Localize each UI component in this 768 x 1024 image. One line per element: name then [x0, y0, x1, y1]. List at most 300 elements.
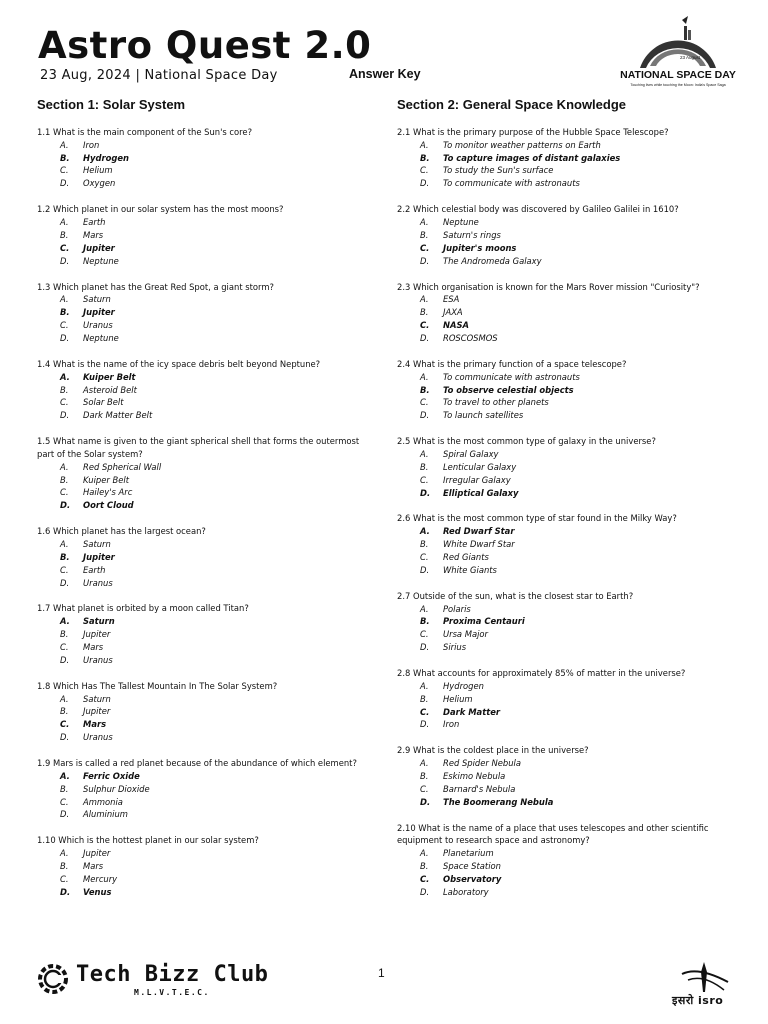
- option-text: Mars: [83, 641, 104, 652]
- question-block: [397, 358, 737, 435]
- option-text: Asteroid Belt: [83, 384, 137, 395]
- question-text: 1.8 Which Has The Tallest Mountain In The Solar System?: [37, 680, 278, 691]
- option: [37, 139, 377, 152]
- option-letter: D.: [420, 178, 430, 189]
- rocket-icon: [668, 960, 738, 994]
- option-letter: C.: [60, 641, 69, 652]
- option-text: Iron: [83, 139, 100, 150]
- question-block: [37, 435, 377, 525]
- option-letter: B.: [60, 783, 69, 794]
- option-text: To monitor weather patterns on Earth: [443, 139, 601, 150]
- option: [37, 847, 377, 860]
- option-letter: A.: [420, 371, 429, 382]
- question-block: [397, 590, 737, 667]
- option-text: Hydrogen: [443, 680, 484, 691]
- option-letter: C.: [60, 796, 69, 807]
- option-letter: D.: [420, 642, 430, 653]
- option-text: Saturn: [83, 616, 115, 627]
- option: [37, 731, 377, 744]
- option-text: Solar Belt: [83, 397, 124, 408]
- option-letter: B.: [60, 474, 69, 485]
- option-letter: B.: [60, 229, 69, 240]
- option-text: Saturn: [83, 294, 111, 305]
- page-number: 1: [378, 966, 385, 980]
- option-letter: A.: [60, 371, 70, 382]
- option-letter: D.: [60, 654, 70, 665]
- option-letter: D.: [60, 577, 70, 588]
- section-title: Section 2: General Space Knowledge: [397, 97, 627, 112]
- isro-logo: [668, 960, 738, 1010]
- option: [397, 255, 737, 268]
- option-letter: A.: [60, 294, 69, 305]
- option: [397, 886, 737, 899]
- option-letter: B.: [420, 384, 430, 395]
- page-title: Astro Quest 2.0: [38, 24, 372, 67]
- question-text: 1.5 What name is given to the giant spherical shell that forms the outermost part of the Solar system?: [37, 436, 360, 459]
- option-text: Jupiter's moons: [443, 242, 517, 253]
- option: [397, 718, 737, 731]
- option: [397, 448, 737, 461]
- option-letter: B.: [420, 861, 429, 872]
- option-letter: C.: [60, 320, 69, 331]
- option: [397, 847, 737, 860]
- option-text: Planetarium: [443, 848, 494, 859]
- option-letter: C.: [420, 320, 430, 331]
- option: [397, 641, 737, 654]
- option-letter: B.: [420, 616, 430, 627]
- option-letter: A.: [420, 603, 429, 614]
- option-text: Dark Matter Belt: [83, 410, 153, 421]
- option-text: To observe celestial objects: [443, 384, 574, 395]
- question-block: [397, 281, 737, 358]
- question-block: [37, 525, 377, 602]
- option-letter: D.: [60, 178, 70, 189]
- option: [37, 229, 377, 242]
- option-letter: D.: [60, 500, 71, 511]
- option-letter: C.: [420, 873, 430, 884]
- isro-wordmark: इसरो isro: [672, 994, 724, 1007]
- section-2-column: [397, 96, 737, 912]
- option-letter: B.: [60, 551, 70, 562]
- option-letter: B.: [60, 384, 69, 395]
- option-letter: B.: [60, 629, 69, 640]
- question-block: [397, 203, 737, 280]
- option: [37, 873, 377, 886]
- question-block: [37, 834, 377, 911]
- option-text: Jupiter: [83, 242, 115, 253]
- option-text: White Giants: [443, 564, 497, 575]
- correct-option: [37, 886, 377, 899]
- option-text: Red Dwarf Star: [443, 526, 515, 537]
- option-text: Jupiter: [83, 706, 111, 717]
- correct-option: [397, 152, 737, 165]
- question-text: 2.3 Which organisation is known for the Mars Rover mission "Curiosity"?: [397, 281, 700, 292]
- option-text: Jupiter: [83, 629, 111, 640]
- option-text: Uranus: [83, 732, 113, 743]
- option-letter: D.: [60, 886, 71, 897]
- moon-arc-icon: [636, 14, 720, 70]
- option-letter: B.: [420, 693, 429, 704]
- option-letter: C.: [420, 551, 429, 562]
- option-text: ESA: [443, 294, 460, 305]
- option: [37, 461, 377, 474]
- question-text: 2.8 What accounts for approximately 85% of matter in the universe?: [397, 668, 686, 679]
- option: [397, 474, 737, 487]
- option-letter: A.: [60, 693, 69, 704]
- option-letter: A.: [420, 848, 429, 859]
- option-text: To communicate with astronauts: [443, 371, 580, 382]
- correct-option: [37, 499, 377, 512]
- option: [397, 229, 737, 242]
- option-letter: B.: [420, 229, 429, 240]
- option-letter: A.: [60, 461, 69, 472]
- option: [397, 139, 737, 152]
- correct-option: [397, 873, 737, 886]
- option-text: Eskimo Nebula: [443, 771, 506, 782]
- option-text: Oxygen: [83, 178, 116, 189]
- option: [37, 654, 377, 667]
- option: [397, 306, 737, 319]
- question-block: [37, 203, 377, 280]
- correct-option: [397, 796, 737, 809]
- event-date-subtitle: 23 Aug, 2024 | National Space Day: [40, 68, 278, 83]
- option-text: Saturn: [83, 538, 111, 549]
- question-block: [397, 744, 737, 821]
- option: [397, 538, 737, 551]
- option-text: Uranus: [83, 577, 113, 588]
- option-letter: D.: [60, 410, 70, 421]
- correct-option: [397, 525, 737, 538]
- option: [397, 783, 737, 796]
- question-text: 2.1 What is the primary purpose of the Hubble Space Telescope?: [397, 127, 669, 137]
- option-letter: A.: [60, 616, 70, 627]
- option-letter: A.: [420, 448, 429, 459]
- option-text: Polaris: [443, 603, 471, 614]
- option: [397, 628, 737, 641]
- option-text: Iron: [443, 719, 460, 730]
- option: [37, 474, 377, 487]
- option: [37, 486, 377, 499]
- option-letter: C.: [60, 487, 69, 498]
- option-text: Laboratory: [443, 886, 489, 897]
- option-letter: B.: [60, 706, 69, 717]
- option-letter: C.: [420, 242, 430, 253]
- option-letter: C.: [60, 242, 70, 253]
- option-letter: C.: [420, 474, 429, 485]
- option-letter: B.: [420, 461, 429, 472]
- option: [397, 396, 737, 409]
- logo-title: NATIONAL SPACE DAY: [620, 69, 736, 81]
- option: [397, 564, 737, 577]
- option-text: The Boomerang Nebula: [443, 796, 554, 807]
- option-text: Saturn's rings: [443, 229, 501, 240]
- option-text: Red Spherical Wall: [83, 461, 162, 472]
- option-text: To travel to other planets: [443, 397, 549, 408]
- option-text: Jupiter: [83, 307, 115, 318]
- option: [37, 384, 377, 397]
- option-text: Dark Matter: [443, 706, 501, 717]
- option-letter: A.: [60, 217, 69, 228]
- option-text: Irregular Galaxy: [443, 474, 511, 485]
- option-text: Elliptical Galaxy: [443, 487, 519, 498]
- option-text: The Andromeda Galaxy: [443, 255, 542, 266]
- option-text: Earth: [83, 564, 106, 575]
- option-text: Neptune: [83, 255, 119, 266]
- question-block: [397, 435, 737, 512]
- option-text: Earth: [83, 217, 106, 228]
- option-letter: C.: [420, 397, 429, 408]
- option-text: Mars: [83, 861, 104, 872]
- correct-option: [397, 242, 737, 255]
- correct-option: [37, 242, 377, 255]
- option: [397, 693, 737, 706]
- option: [37, 641, 377, 654]
- option: [397, 332, 737, 345]
- option-letter: C.: [60, 165, 69, 176]
- option: [37, 860, 377, 873]
- logo-date: 23 August: [680, 55, 701, 60]
- option-text: Mars: [83, 229, 104, 240]
- question-text: 1.1 What is the main component of the Sun's core?: [37, 127, 253, 137]
- question-text: 1.9 Mars is called a red planet because of the abundance of which element?: [37, 758, 357, 769]
- option: [37, 705, 377, 718]
- question-block: [37, 757, 377, 834]
- option: [37, 319, 377, 332]
- option-text: Red Giants: [443, 551, 489, 562]
- option: [37, 538, 377, 551]
- option: [37, 796, 377, 809]
- option-text: Helium: [443, 693, 473, 704]
- option-letter: C.: [60, 397, 69, 408]
- gear-icon: [36, 962, 70, 996]
- question-block: [397, 667, 737, 744]
- option-text: Uranus: [83, 654, 113, 665]
- option-text: Proxima Centauri: [443, 616, 525, 627]
- club-name: Tech Bizz Club: [76, 962, 269, 987]
- option-letter: C.: [420, 706, 430, 717]
- option-letter: B.: [420, 307, 429, 318]
- option-text: Spiral Galaxy: [443, 448, 499, 459]
- option: [397, 371, 737, 384]
- option: [397, 860, 737, 873]
- club-subtitle: M.L.V.T.E.C.: [134, 988, 210, 997]
- correct-option: [397, 384, 737, 397]
- option-letter: D.: [60, 809, 70, 820]
- option-text: ROSCOSMOS: [443, 332, 498, 343]
- option: [37, 396, 377, 409]
- question-text: 2.5 What is the most common type of galaxy in the universe?: [397, 436, 656, 447]
- option-letter: D.: [420, 255, 430, 266]
- option-letter: A.: [60, 538, 69, 549]
- option-text: Mars: [83, 719, 107, 730]
- option-text: Venus: [83, 886, 112, 897]
- option-letter: A.: [420, 217, 429, 228]
- option-text: Aluminium: [83, 809, 128, 820]
- question-block: [37, 680, 377, 757]
- question-block: [397, 512, 737, 589]
- option-letter: B.: [60, 861, 69, 872]
- option-letter: A.: [420, 526, 430, 537]
- option-text: To capture images of distant galaxies: [443, 152, 621, 163]
- option: [37, 783, 377, 796]
- correct-option: [37, 718, 377, 731]
- option: [397, 551, 737, 564]
- option-text: JAXA: [443, 307, 463, 318]
- option: [37, 255, 377, 268]
- option-text: Neptune: [443, 217, 479, 228]
- option: [397, 461, 737, 474]
- section-1-column: [37, 96, 377, 912]
- option-text: Lenticular Galaxy: [443, 461, 517, 472]
- option-text: Ursa Major: [443, 629, 488, 640]
- option-letter: B.: [420, 771, 429, 782]
- question-text: 2.7 Outside of the sun, what is the closest star to Earth?: [397, 590, 634, 601]
- option-letter: D.: [420, 796, 431, 807]
- question-block: [397, 822, 737, 912]
- option-letter: A.: [420, 758, 429, 769]
- question-text: 1.10 Which is the hottest planet in our solar system?: [37, 835, 259, 846]
- option-letter: A.: [420, 294, 429, 305]
- option-text: Hydrogen: [83, 152, 129, 163]
- option: [37, 564, 377, 577]
- option-letter: B.: [420, 152, 430, 163]
- option-letter: D.: [420, 410, 430, 421]
- section-title: Section 1: Solar System: [37, 97, 186, 112]
- option-letter: C.: [60, 719, 70, 730]
- national-space-day-logo: [618, 14, 738, 92]
- option-letter: A.: [60, 139, 69, 150]
- question-block: [37, 281, 377, 358]
- option: [37, 332, 377, 345]
- option-text: Sulphur Dioxide: [83, 783, 150, 794]
- option: [397, 293, 737, 306]
- option: [37, 409, 377, 422]
- correct-option: [397, 319, 737, 332]
- correct-option: [397, 706, 737, 719]
- correct-option: [37, 152, 377, 165]
- option-letter: C.: [60, 564, 69, 575]
- option-letter: C.: [420, 629, 429, 640]
- option: [37, 693, 377, 706]
- option-text: Space Station: [443, 861, 501, 872]
- option-letter: D.: [420, 564, 430, 575]
- option-text: Barnard's Nebula: [443, 783, 516, 794]
- option: [37, 628, 377, 641]
- option: [397, 603, 737, 616]
- option-text: Sirius: [443, 642, 467, 653]
- option-text: Neptune: [83, 332, 119, 343]
- option-letter: C.: [420, 165, 429, 176]
- question-text: 1.4 What is the name of the icy space debris belt beyond Neptune?: [37, 358, 321, 369]
- option-letter: C.: [60, 873, 69, 884]
- option: [397, 216, 737, 229]
- question-text: 1.6 Which planet has the largest ocean?: [37, 526, 206, 537]
- option: [37, 177, 377, 190]
- option-text: White Dwarf Star: [443, 539, 515, 550]
- question-block: [37, 358, 377, 435]
- correct-option: [397, 615, 737, 628]
- question-block: [37, 602, 377, 679]
- option-text: Ferric Oxide: [83, 770, 140, 781]
- option-text: Oort Cloud: [83, 500, 134, 511]
- option-text: To launch satellites: [443, 410, 524, 421]
- option: [37, 808, 377, 821]
- option-letter: B.: [60, 152, 70, 163]
- question-block: [37, 126, 377, 203]
- option: [397, 177, 737, 190]
- option: [397, 680, 737, 693]
- option: [37, 216, 377, 229]
- option-letter: A.: [420, 680, 429, 691]
- question-text: 2.10 What is the name of a place that uses telescopes and other scientific equipment to research space and astronomy?: [397, 822, 709, 846]
- question-text: 2.6 What is the most common type of star found in the Milky Way?: [397, 513, 677, 524]
- option: [37, 164, 377, 177]
- option-letter: D.: [60, 332, 70, 343]
- correct-option: [37, 770, 377, 783]
- option-text: Ammonia: [83, 796, 123, 807]
- option-text: To communicate with astronauts: [443, 178, 580, 189]
- option-text: Hailey's Arc: [83, 487, 133, 498]
- correct-option: [37, 551, 377, 564]
- option-text: Observatory: [443, 873, 502, 884]
- question-text: 1.7 What planet is orbited by a moon called Titan?: [37, 603, 249, 614]
- option-letter: D.: [420, 332, 430, 343]
- correct-option: [397, 487, 737, 500]
- option-letter: A.: [60, 770, 70, 781]
- answer-key-label: Answer Key: [349, 67, 421, 81]
- option-text: Kuiper Belt: [83, 371, 136, 382]
- option-text: Jupiter: [83, 551, 115, 562]
- option-letter: A.: [420, 139, 429, 150]
- option: [397, 770, 737, 783]
- question-text: 2.2 Which celestial body was discovered by Galileo Galilei in 1610?: [397, 204, 679, 215]
- option-letter: B.: [420, 539, 429, 550]
- option-letter: B.: [60, 307, 70, 318]
- option-text: Helium: [83, 165, 113, 176]
- option-text: Jupiter: [83, 848, 111, 859]
- logo-tagline: Touching lives while touching the Moon: India's Space Saga: [630, 83, 726, 87]
- option-text: To study the Sun's surface: [443, 165, 554, 176]
- option: [37, 293, 377, 306]
- option-text: Saturn: [83, 693, 111, 704]
- option-text: Kuiper Belt: [83, 474, 129, 485]
- option-letter: D.: [420, 886, 430, 897]
- correct-option: [37, 306, 377, 319]
- option-letter: D.: [60, 255, 70, 266]
- question-text: 1.3 Which planet has the Great Red Spot, a giant storm?: [37, 281, 274, 292]
- option-letter: C.: [420, 783, 429, 794]
- option: [397, 164, 737, 177]
- option-text: NASA: [443, 320, 470, 331]
- correct-option: [37, 371, 377, 384]
- option: [397, 757, 737, 770]
- question-text: 2.4 What is the primary function of a space telescope?: [397, 358, 627, 369]
- question-text: 1.2 Which planet in our solar system has the most moons?: [37, 204, 284, 215]
- option: [397, 409, 737, 422]
- option: [37, 577, 377, 590]
- tech-bizz-club-logo: [36, 960, 276, 1004]
- correct-option: [37, 615, 377, 628]
- question-text: 2.9 What is the coldest place in the universe?: [397, 745, 589, 756]
- option-text: Mercury: [83, 873, 118, 884]
- option-letter: D.: [420, 719, 430, 730]
- option-letter: A.: [60, 848, 69, 859]
- option-letter: D.: [420, 487, 431, 498]
- option-text: Red Spider Nebula: [443, 758, 521, 769]
- option-letter: D.: [60, 732, 70, 743]
- option-text: Uranus: [83, 320, 113, 331]
- question-block: [397, 126, 737, 203]
